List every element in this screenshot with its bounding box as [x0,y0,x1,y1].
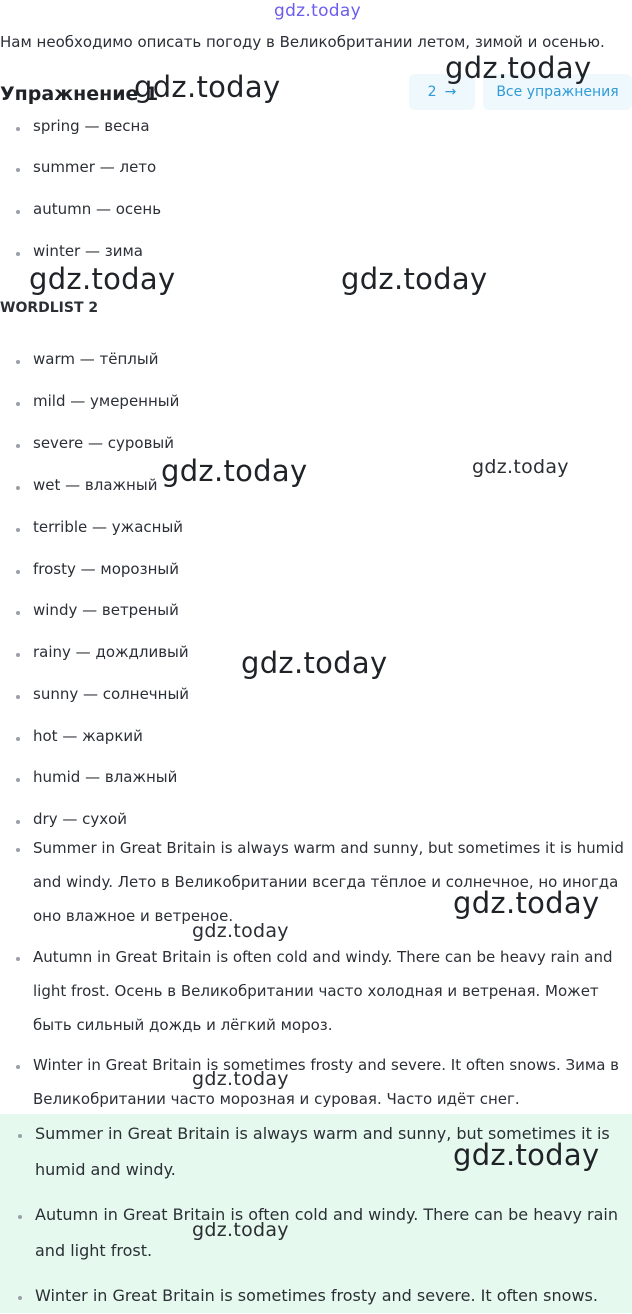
bullet [16,168,20,172]
list-item: dry — сухой [33,810,128,828]
watermark: gdz.today [161,454,308,488]
list-item: warm — тёплый [33,350,159,368]
list-item: windy — ветреный [33,601,179,619]
list-item: hot — жаркий [33,727,143,745]
wordlist-2-heading: WORDLIST 2 [0,300,99,316]
list-item: winter — зима [33,242,143,260]
watermark: gdz.today [472,456,569,478]
watermark: gdz.today [192,1219,289,1241]
answer-autumn: Autumn in Great Britain is often cold and windy. There can be heavy rain and light frost. [35,1205,618,1260]
bullet [16,957,20,961]
paragraph-autumn: Autumn in Great Britain is often cold and windy. There can be heavy rain and light frost. Осень в Великобритании часто холодная и ветреная. Может быть сильный дождь и лёгкий мороз. [33,948,613,1034]
bullet [16,444,20,448]
list-item: summer — лето [33,158,157,176]
list-item: spring — весна [33,117,150,135]
watermark: gdz.today [134,70,281,104]
intro-text: Нам необходимо описать погоду в Великобритании летом, зимой и осенью. [0,33,605,51]
list-item: wet — влажный [33,476,158,494]
bullet [16,737,20,741]
bullet [16,848,20,852]
arrow-right-icon: → [444,84,457,100]
watermark: gdz.today [453,1138,600,1172]
list-item: mild — умеренный [33,392,180,410]
answer-winter: Winter in Great Britain is sometimes frosty and severe. It often snows. [35,1286,598,1305]
watermark: gdz.today [453,886,600,920]
watermark: gdz.today [274,1,361,21]
bullet [16,402,20,406]
bullet [16,653,20,657]
list-item: severe — суровый [33,434,175,452]
bullet [16,127,20,131]
bullet [18,1215,22,1219]
bullet [16,570,20,574]
bullet [16,1065,20,1069]
bullet [16,252,20,256]
list-item: autumn — осень [33,200,162,218]
watermark: gdz.today [241,646,388,680]
list-item: humid — влажный [33,768,178,786]
paragraph-summer: Summer in Great Britain is always warm and sunny, but sometimes it is humid and windy. Лето в Великобритании всегда тёплое и солнечное, но иногда оно влажное и ветреное. [33,839,624,925]
bullet [16,695,20,699]
list-item: sunny — солнечный [33,685,190,703]
bullet [16,210,20,214]
bullet [16,778,20,782]
bullet [16,528,20,532]
watermark: gdz.today [192,1068,289,1090]
watermark: gdz.today [445,51,592,85]
next-exercise-number: 2 [427,84,437,100]
bullet [16,486,20,490]
all-exercises-button[interactable]: Все упражнения [483,74,632,110]
watermark: gdz.today [29,262,176,296]
paragraph-winter: Winter in Great Britain is sometimes frosty and severe. It often snows. Зима в Великобритании часто морозная и суровая. Часто идёт снег. [33,1056,620,1108]
bullet [18,1296,22,1300]
bullet [16,611,20,615]
bullet [16,360,20,364]
bullet [18,1134,22,1138]
watermark: gdz.today [192,920,289,942]
bullet [16,820,20,824]
answer-summer: Summer in Great Britain is always warm and sunny, but sometimes it is humid and windy. [35,1124,610,1179]
list-item: terrible — ужасный [33,518,184,536]
list-item: frosty — морозный [33,560,179,578]
exercise-title: Упражнение 1 [0,83,159,105]
list-item: rainy — дождливый [33,643,189,661]
watermark: gdz.today [341,262,488,296]
